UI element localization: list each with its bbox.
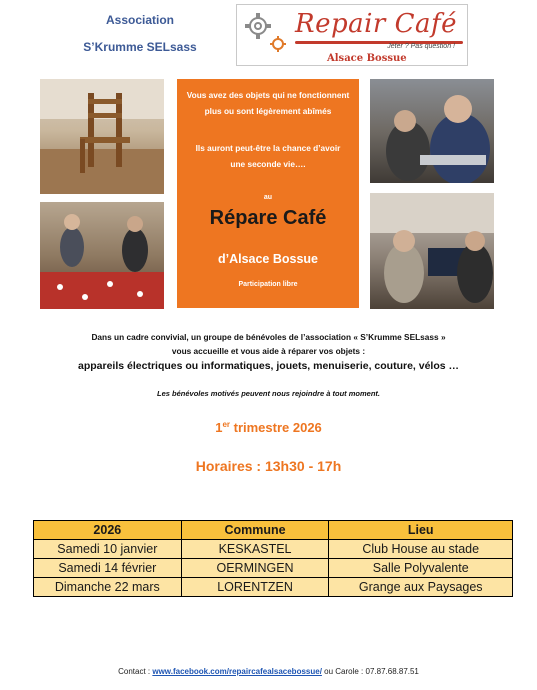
schedule-table	[33, 520, 513, 597]
trimester-sup: er	[222, 420, 230, 429]
association-label: Association	[105, 13, 174, 27]
trimester-heading	[0, 420, 537, 435]
logo-tagline: Jeter ? Pas question !	[387, 43, 455, 50]
panel-intro-text: Vous avez des objets qui ne fonctionnent plus ou sont légèrement abîmés	[186, 90, 350, 116]
row-lieu: Club House au stade	[329, 540, 513, 559]
trimester-number: 1	[215, 420, 223, 435]
logo-subtitle: Alsace Bossue	[327, 53, 407, 64]
row-commune: LORENTZEN	[181, 578, 329, 597]
header-commune: Commune	[181, 521, 329, 540]
small-gear-icon	[269, 35, 287, 53]
volunteer-note: Les bénévoles motivés peuvent nous rejoindre à tout moment.	[157, 389, 380, 398]
panel-subtitle: d’Alsace Bossue	[217, 252, 319, 266]
row-commune: KESKASTEL	[181, 540, 329, 559]
panel-title: Répare Café	[209, 207, 327, 229]
repair-cafe-logo	[236, 4, 468, 66]
row-commune: OERMINGEN	[181, 559, 329, 578]
photo-electronics-repair	[370, 79, 494, 183]
opening-hours: Horaires : 13h30 - 17h	[195, 458, 342, 474]
row-date: Dimanche 22 mars	[34, 578, 182, 597]
row-date: Samedi 10 janvier	[34, 540, 182, 559]
panel-second-life-text: Ils auront peut-être la chance d’avoir une seconde vie….	[195, 143, 341, 169]
panel-au-text: au	[263, 194, 273, 201]
trimester-rest: trimestre 2026	[230, 420, 322, 435]
description-line-2: vous accueille et vous aide à réparer vos objets :	[171, 346, 366, 356]
row-date: Samedi 14 février	[34, 559, 182, 578]
facebook-link[interactable]: www.facebook.com/repaircafealsacebossue/	[152, 667, 322, 676]
description-line-3: appareils électriques ou informatiques, jouets, menuiserie, couture, vélos …	[77, 360, 460, 372]
row-lieu: Salle Polyvalente	[329, 559, 513, 578]
logo-title: Repair Café	[295, 9, 458, 39]
table-row	[34, 540, 513, 559]
photo-chair-repair	[40, 79, 164, 194]
association-name: S’Krumme SELsass	[83, 40, 197, 54]
header-lieu: Lieu	[329, 521, 513, 540]
photo-computer-repair	[370, 193, 494, 309]
table-row	[34, 559, 513, 578]
panel-participation: Participation libre	[238, 281, 298, 288]
row-lieu: Grange aux Paysages	[329, 578, 513, 597]
orange-info-panel	[177, 79, 359, 308]
contact-prefix: Contact :	[118, 667, 153, 676]
table-header-row	[34, 521, 513, 540]
header-year: 2026	[34, 521, 182, 540]
table-row	[34, 578, 513, 597]
contact-line	[0, 667, 537, 676]
contact-suffix: ou Carole : 07.87.68.87.51	[321, 667, 419, 676]
photo-sewing-workshop	[40, 202, 164, 309]
description-line-1: Dans un cadre convivial, un groupe de bénévoles de l’association « S’Krumme SELsass »	[91, 332, 446, 342]
